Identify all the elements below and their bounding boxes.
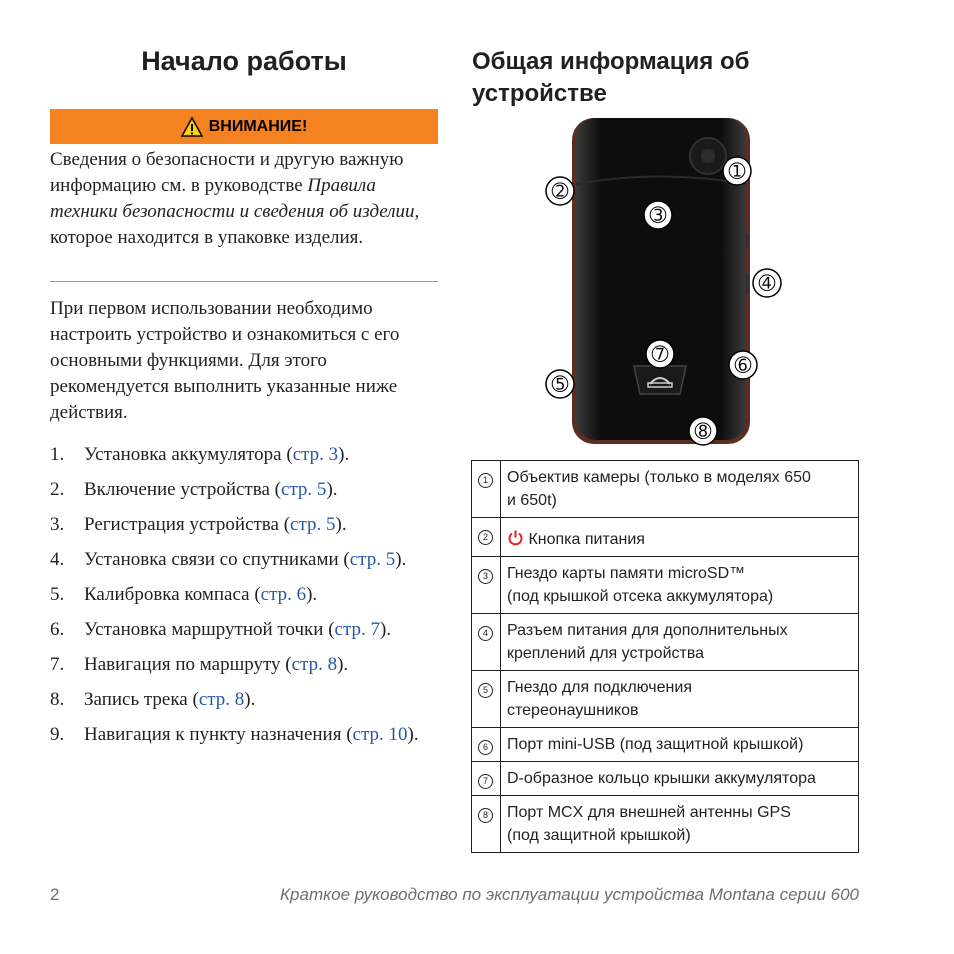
page-link[interactable]: стр. 6 (260, 584, 307, 605)
step-number: 1. (50, 444, 65, 465)
callout-4-label: ➃ (758, 273, 776, 295)
callout-3-label: ➂ (649, 205, 667, 227)
list-item (50, 549, 450, 584)
warning-text-after: , которое находится в упаковке изделия. (50, 201, 420, 248)
list-item (50, 689, 450, 724)
callout-4 (753, 269, 781, 297)
row-number: 4 (478, 626, 493, 641)
warning-text-before: Сведения о безопасности и другую важную информацию см. в руководстве (50, 149, 404, 196)
warning-label: ВНИМАНИЕ! (208, 117, 308, 135)
list-item (50, 479, 450, 514)
step-text: Установка аккумулятора ( (84, 444, 293, 465)
step-text: Установка маршрутной точки ( (84, 619, 335, 640)
callout-6-label: ➅ (734, 355, 752, 377)
row-text-1: Порт MCX для внешней антенны GPS (507, 804, 791, 821)
step-end: ). (306, 584, 318, 605)
table-row (472, 762, 859, 796)
row-number: 5 (478, 683, 493, 698)
step-text: Калибровка компаса ( (84, 584, 261, 605)
page-link[interactable]: стр. 10 (352, 724, 408, 745)
row-text-2: (под защитной крышкой) (507, 827, 691, 844)
row-text-1: Гнездо для подключения (507, 679, 692, 696)
callout-8-label: ➇ (694, 421, 712, 443)
step-end: ). (407, 724, 419, 745)
power-icon (507, 529, 524, 547)
device-back-illustration (540, 114, 790, 449)
table-row (472, 518, 859, 557)
step-end: ). (338, 444, 350, 465)
step-end: ). (380, 619, 392, 640)
step-text: Навигация по маршруту ( (84, 654, 292, 675)
intro-paragraph: При первом использовании необходимо настроить устройство и ознакомиться с его основными функциями. Для этого рекомендуется выполнить указанные ниже действия. (50, 298, 400, 423)
row-text-2: (под крышкой отсека аккумулятора) (507, 588, 774, 605)
warning-banner (50, 109, 438, 144)
step-text: Навигация к пункту назначения ( (84, 724, 353, 745)
step-end: ). (335, 514, 347, 535)
row-text-2: и 650t) (507, 492, 557, 509)
callout-6 (729, 351, 757, 379)
table-row (472, 557, 859, 614)
list-item (50, 619, 450, 654)
warning-divider (50, 281, 438, 282)
step-number: 6. (50, 619, 65, 640)
step-text: Установка связи со спутниками ( (84, 549, 350, 570)
setup-steps-list (50, 444, 450, 759)
table-row (472, 461, 859, 518)
component-legend-table (471, 460, 859, 853)
row-text-1: Гнездо карты памяти microSD™ (507, 565, 746, 582)
list-item (50, 724, 450, 759)
step-number: 8. (50, 689, 65, 710)
list-item (50, 514, 450, 549)
table-row (472, 796, 859, 853)
row-text-1: D-образное кольцо крышки аккумулятора (507, 770, 816, 787)
step-number: 9. (50, 724, 65, 745)
step-number: 7. (50, 654, 65, 675)
row-number: 8 (478, 808, 493, 823)
callout-3 (644, 201, 672, 229)
step-text: Регистрация устройства ( (84, 514, 291, 535)
page-link[interactable]: стр. 3 (292, 444, 339, 465)
row-number: 7 (478, 774, 493, 789)
list-item (50, 444, 450, 479)
callout-5 (546, 370, 574, 398)
step-end: ). (337, 654, 349, 675)
step-text: Включение устройства ( (84, 479, 281, 500)
device-overview-heading: Общая информация об устройстве (472, 48, 750, 107)
callout-5-label: ➄ (551, 374, 569, 396)
list-item (50, 584, 450, 619)
list-item (50, 654, 450, 689)
page-link[interactable]: стр. 8 (198, 689, 245, 710)
page-link[interactable]: стр. 5 (280, 479, 327, 500)
table-row (472, 614, 859, 671)
callout-1 (723, 157, 751, 185)
step-number: 3. (50, 514, 65, 535)
d-ring-icon (634, 366, 686, 394)
step-number: 4. (50, 549, 65, 570)
table-row (472, 728, 859, 762)
callout-1-label: ➀ (728, 161, 746, 183)
page-link[interactable]: стр. 5 (290, 514, 336, 535)
page-number: 2 (50, 885, 60, 904)
callout-7-label: ➆ (651, 344, 669, 366)
callout-7 (646, 340, 674, 368)
page-link[interactable]: стр. 8 (291, 654, 338, 675)
row-number: 3 (478, 569, 493, 584)
row-text-1: Порт mini-USB (под защитной крышкой) (507, 736, 804, 753)
step-number: 2. (50, 479, 65, 500)
step-number: 5. (50, 584, 65, 605)
page-link[interactable]: стр. 5 (349, 549, 396, 570)
footer-title: Краткое руководство по эксплуатации устройства Montana серии 600 (280, 885, 859, 904)
callout-8 (689, 417, 717, 445)
page-link[interactable]: стр. 7 (334, 619, 380, 640)
row-text-1: Разъем питания для дополнительных (507, 622, 788, 639)
table-row (472, 671, 859, 728)
camera-lens-icon (690, 138, 726, 174)
step-end: ). (244, 689, 256, 710)
callout-2-label: ➁ (551, 181, 569, 203)
safety-guide-title: Правила техники безопасности и сведения об изделии (50, 175, 415, 222)
row-text-2: стереонаушников (507, 702, 639, 719)
callout-2 (546, 177, 574, 205)
row-text-2: креплений для устройства (507, 645, 705, 662)
row-text-1: Объектив камеры (только в моделях 650 (507, 469, 811, 486)
page-title: Начало работы (141, 46, 347, 76)
row-number: 6 (478, 740, 493, 755)
row-text-1: Кнопка питания (528, 531, 645, 548)
step-end: ). (395, 549, 407, 570)
row-number: 2 (478, 530, 493, 545)
step-end: ). (326, 479, 338, 500)
row-number: 1 (478, 473, 493, 488)
warning-triangle-icon (181, 117, 203, 137)
step-text: Запись трека ( (84, 689, 199, 710)
warning-text (50, 147, 436, 251)
